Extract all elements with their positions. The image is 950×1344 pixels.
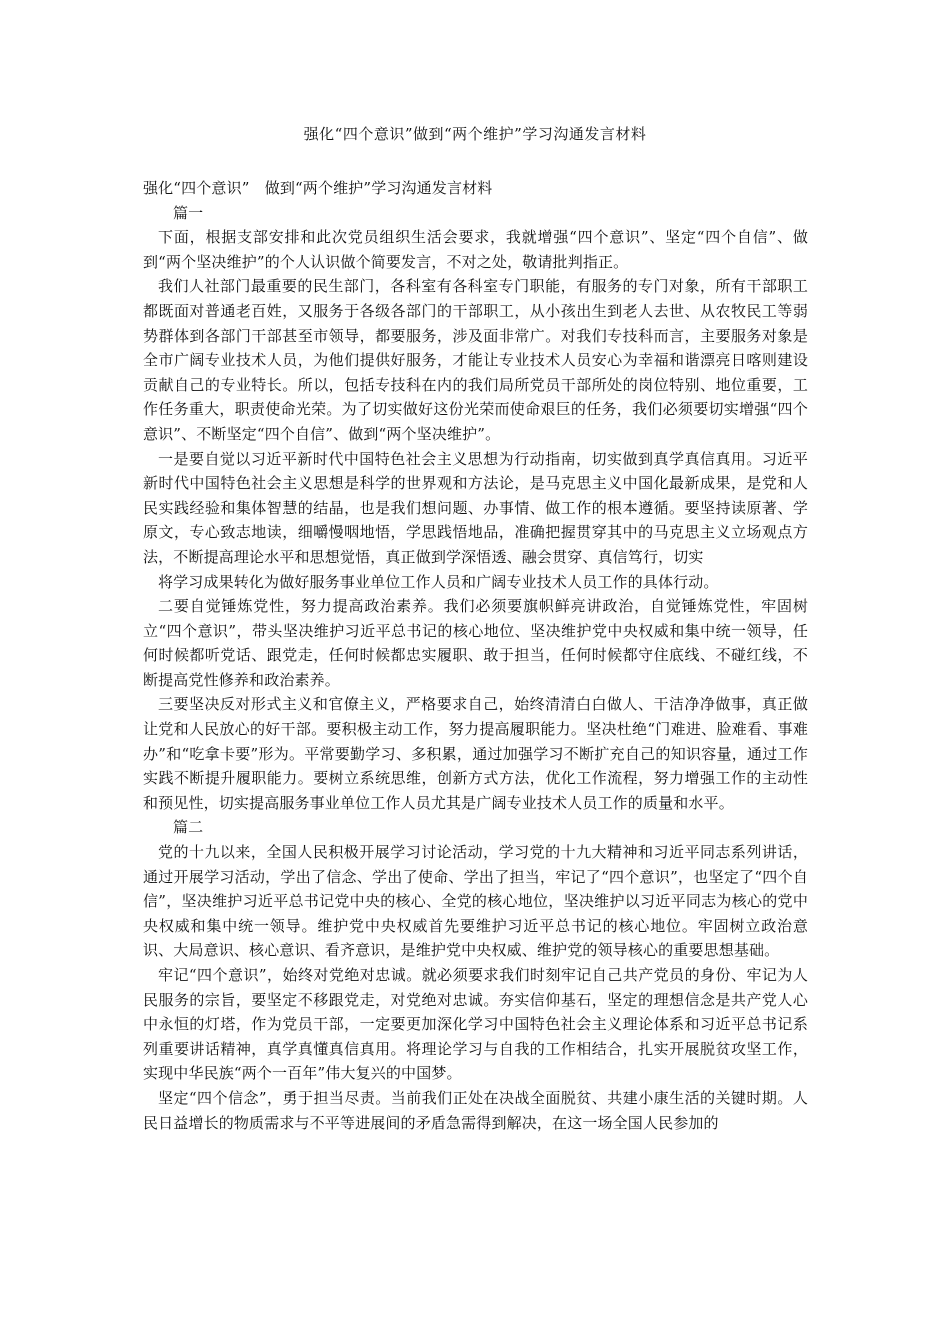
paragraph: 二要自觉锤炼党性，努力提高政治素养。我们必须要旗帜鲜亮讲政治，自觉锤炼党性，牢固树立“四个意识”，带头坚决维护习近平总书记的核心地位、坚决维护党中央权威和集中统一领导，任何时候都听党话、跟党走，任何时候都忠实履职、敢于担当，任何时候都守住底线、不碰红线，不断提高党性修养和政治素养。: [143, 597, 808, 689]
section-label-2: 篇二: [173, 818, 204, 837]
paragraph: 党的十九以来，全国人民积极开展学习讨论活动，学习党的十九大精神和习近平同志系列讲话，通过开展学习活动，学出了信念、学出了使命、学出了担当，牢记了“四个意识”，也坚定了“四个自信”，坚决维护习近平总书记党中央的核心、全党的核心地位，坚决维护以习近平同志为核心的党中央权威和集中统一领导。维护党中央权威首先要维护习近平总书记的核心地位。牢固树立政治意识、大局意识、核心意识、看齐意识，是维护党中央权威、维护党的领导核心的重要思想基础。: [143, 843, 808, 960]
paragraph: 下面，根据支部安排和此次党员组织生活会要求，我就增强“四个意识”、坚定“四个自信”、做到“两个坚决维护”的个人认识做个简要发言，不对之处，敬请批判指正。: [143, 228, 808, 271]
paragraph: 牢记“四个意识”，始终对党绝对忠诚。就必须要求我们时刻牢记自己共产党员的身份、牢记为人民服务的宗旨，要坚定不移跟党走，对党绝对忠诚。夯实信仰基石，坚定的理想信念是共产党人心中永恒的灯塔，作为党员干部，一定要更加深化学习中国特色社会主义理论体系和习近平总书记系列重要讲话精神，真学真懂真信真用。将理论学习与自我的工作相结合，扎实开展脱贫攻坚工作，实现中华民族“两个一百年”伟大复兴的中国梦。: [143, 966, 808, 1083]
document-subtitle: 强化“四个意识” 做到“两个维护”学习沟通发言材料: [143, 179, 493, 197]
paragraph: 一是要自觉以习近平新时代中国特色社会主义思想为行动指南，切实做到真学真信真用。习近平新时代中国特色社会主义思想是科学的世界观和方法论，是马克思主义中国化最新成果，是党和人民实践经验和集体智慧的结晶，也是我们想问题、办事情、做工作的根本遵循。要坚持读原著、学原文，专心致志地读，细嚼慢咽地悟，学思践悟地品，准确把握贯穿其中的马克思主义立场观点方法，不断提高理论水平和思想觉悟，真正做到学深悟透、融会贯穿、真信笃行，切实: [143, 449, 808, 566]
paragraph: 坚定“四个信念”，勇于担当尽责。当前我们正处在决战全面脱贫、共建小康生活的关键时期。人民日益增长的物质需求与不平等进展间的矛盾急需得到解决，在这一场全国人民参加的: [143, 1088, 808, 1132]
document-title: 强化“四个意识”做到“两个维护”学习沟通发言材料: [303, 125, 647, 143]
paragraph: 三要坚决反对形式主义和官僚主义，严格要求自己，始终清清白白做人、干洁净净做事，真正做让党和人民放心的好干部。要积极主动工作，努力提高履职能力。坚决杜绝“门难进、脸难看、事难办”和“吃拿卡要”形为。平常要勤学习、多积累，通过加强学习不断扩充自己的知识容量，通过工作实践不断提升履职能力。要树立系统思维，创新方式方法，优化工作流程，努力增强工作的主动性和预见性，切实提高服务事业单位工作人员尤其是广阔专业技术人员工作的质量和水平。: [143, 695, 808, 812]
document-body: [143, 176, 808, 1135]
paragraph: 我们人社部门最重要的民生部门，各科室有各科室专门职能，有服务的专门对象，所有干部职工都既面对普通老百姓，又服务于各级各部门的干部职工，从小孩出生到老人去世、从农牧民工等弱势群体到各部门干部甚至市领导，都要服务，涉及面非常广。对我们专技科而言，主要服务对象是全市广阔专业技术人员，为他们提供好服务，才能让专业技术人员安心为幸福和谐漂亮日喀则建设贡献自己的专业特长。所以，包括专技科在内的我们局所党员干部所处的岗位特别、地位重要，工作任务重大，职责使命光荣。为了切实做好这份光荣而使命艰巨的任务，我们必须要切实增强“四个意识”、不断坚定“四个自信”、做到“两个坚决维护”。: [143, 277, 808, 443]
paragraph: 将学习成果转化为做好服务事业单位工作人员和广阔专业技术人员工作的具体行动。: [158, 572, 719, 591]
section-label-1: 篇一: [173, 203, 204, 222]
